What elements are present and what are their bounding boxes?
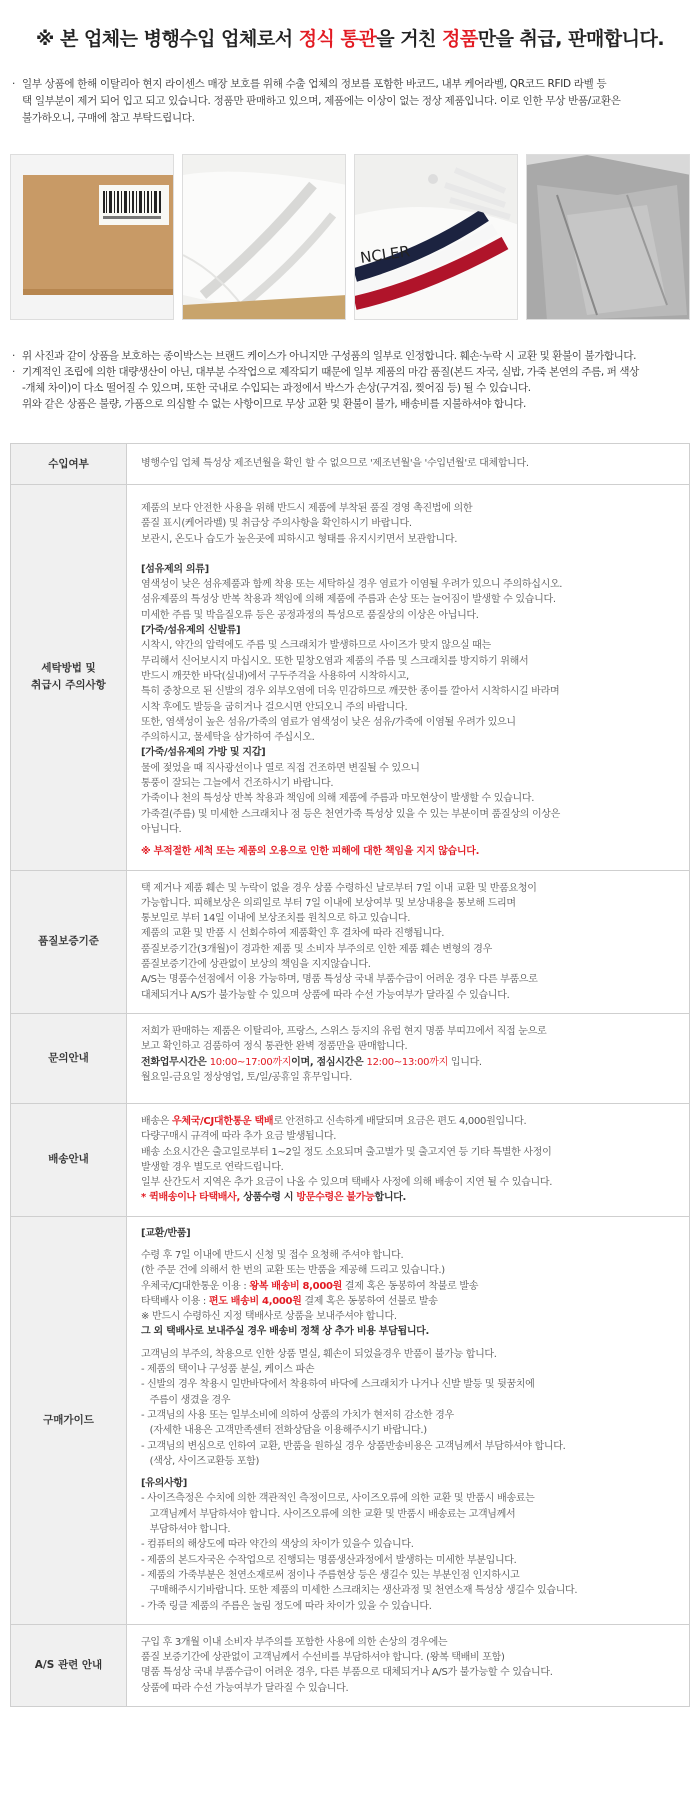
as-label: A/S 관련 안내 bbox=[11, 1624, 127, 1706]
care-label: 세탁방법 및 취급시 주의사항 bbox=[11, 485, 127, 871]
packaging-notice: · 위 사진과 같이 상품을 보호하는 종이박스는 브랜드 케이스가 아니지만 구성품의 일부로 인정합니다. 훼손·누락 시 교환 및 환불이 불가합니다. · 기계적인 조립에 의한 대량생산이 아닌, 대부분 수작업으로 제작되기 때문에 일부 제품의 마감 품질(본드 자국, 실밥, 가죽 본연의 주름, 퍼 색상 -개체 차이)이 다소 떨어질 수 있으며, 또한 국내로 수입되는 과정에서 박스가 손상(구겨짐, 찢어짐 등) 될 수 있습니다. 위와 같은 상품은 불량, 가품으로 의심할 수 없는 사항이므로 무상 교환 및 환불이 불가, 배송비를 지불하셔야 합니다. bbox=[12, 350, 639, 410]
import-label: 수입여부 bbox=[11, 444, 127, 485]
guide-label: 구매가이드 bbox=[11, 1216, 127, 1624]
quality-label: 품질보증기준 bbox=[11, 870, 127, 1013]
row-as bbox=[11, 1624, 690, 1706]
row-import bbox=[11, 444, 690, 485]
row-inquiry bbox=[11, 1013, 690, 1103]
row-delivery bbox=[11, 1103, 690, 1216]
row-quality bbox=[11, 870, 690, 1013]
inquiry-content: 저희가 판매하는 제품은 이탈리아, 프랑스, 스위스 등지의 유럽 현지 명품 부띠끄에서 직접 눈으로 보고 확인하고 검품하여 정식 통관한 완벽 정품만을 판매합니다. 전화업무시간은 10:00~17:00까지이며, 점심시간은 12:00~13:00까지 입니다. 월요일-금요일 정상영업, 토/일/공휴일 휴무입니다. bbox=[127, 1013, 690, 1103]
guide-content: [교환/반품] 수령 후 7일 이내에 반드시 신청 및 접수 요청해 주셔야 합니다. (한 주문 건에 의해서 한 번의 교환 또는 반품을 제공해 드리고 있습니다.) 우체국/CJ대한통운 이용 : 왕복 배송비 8,000원 결제 혹은 동봉하여 착불로 발송 타택배사 이용 : 편도 배송비 4,000원 결제 혹은 동봉하여 선불로 발송 ※ 반드시 수령하신 지정 택배사로 상품을 보내주셔야 합니다. 그 외 택배사로 보내주실 경우 배송비 정책 상 추가 비용 부담됩니다. 고객님의 부주의, 착용으로 인한 상품 멸실, 훼손이 되었을경우 반품이 불가능 합니다. - 제품의 택이나 구성품 분실, 케이스 파손 - 신발의 경우 착용시 일반바닥에서 착용하여 바닥에 스크래치가 나거나 신발 발등 및 뒷꿈치에 주름이 생겼을 경우 - 고객님의 사용 또는 일부소비에 의하여 상품의 가치가 현저히 감소한 경우 (자세한 내용은 고객만족센터 전화상담을 이용해주시기 바랍니다.) - 고객님의 변심으로 인하여 교환, 반품을 원하실 경우 상품반송비용은 고객님께서 부담하셔야 합니다. (색상, 사이즈교환등 포함) [유의사항] - 사이즈측정은 수치에 의한 객관적인 측정이므로, 사이즈오류에 의한 교환 및 반품시 배송료는 고객님께서 부담하셔야 합니다. 사이즈오류에 의한 교환 및 반품시 배송료는 고객님께서 부담하셔야 합니다. - 컴퓨터의 해상도에 따라 약간의 색상의 차이가 있을수 있습니다. - 제품의 본드자국은 수작업으로 진행되는 명품생산과정에서 발생하는 미세한 부분입니다. - 제품의 가죽부분은 천연소재로써 점이나 주름현상 등은 생길수 있는 부분인점 인지하시고 구매해주시기바랍니다. 또한 제품의 미세한 스크래치는 생산과정 및 천연소재 특성상 생길수 있습니다. - 가죽 링클 제품의 주름은 눌림 정도에 따라 차이가 있을 수 있습니다. bbox=[127, 1216, 690, 1624]
care-warning: ※ 부적절한 세척 또는 제품의 오용으로 인한 피해에 대한 책임을 지지 않습니다. bbox=[141, 846, 480, 858]
care-content: 제품의 보다 안전한 사용을 위해 반드시 제품에 부착된 품질 경영 촉진법에 의한 품질 표시(케어라벨) 및 취급상 주의사항을 확인하시기 바랍니다. 보관시, 온도나 습도가 높은곳에 피하시고 형태를 유지시키면서 보관합니다. [섬유제의 의류] 염색성이 낮은 섬유제품과 함께 착용 또는 세탁하실 경우 염료가 이염될 우려가 있으니 주의하십시오. 섬유제품의 특성상 반복 착용과 책임에 의해 제품에 주름과 손상 또는 늘어짐이 발생할 수 있습니다. 미세한 주름 및 박음질오류 등은 공정과정의 특성으로 품질상의 이상은 아닙니다. [가죽/섬유제의 신발류] 시착시, 약간의 압력에도 주름 및 스크래치가 발생하므로 사이즈가 맞지 않으실 때는 무리해서 신어보시지 마십시오. 또한 밑창오염과 제품의 주름 및 스크래치를 방지하기 위해서 반드시 깨끗한 바닥(실내)에서 구두주걱을 사용하여 시착하시고, 특히 중창으로 된 신발의 경우 외부오염에 더욱 민감하므로 깨끗한 종이를 깔아서 시착하시길 바라며 시착 후에도 발등을 굽히거나 걸으시면 안되오니 주의 바랍니다. 또한, 염색성이 높은 섬유/가죽의 염료가 염색성이 낮은 섬유/가죽에 이염될 우려가 있으니 주의하시고, 물세탁을 삼가하여 주십시오. [가죽/섬유제의 가방 및 지갑] 물에 젖었을 때 직사광선이나 열로 직접 건조하면 변질될 수 있으니 통풍이 잘되는 그늘에서 건조하시기 바랍니다. 가죽이나 천의 특성상 반복 착용과 책임에 의해 제품에 주름과 마모현상이 발생할 수 있습니다. 가죽결(주름) 및 미세한 스크래치나 점 등은 천연가죽 특성상 있을 수 있는 부분이며 품질상의 이상은 아닙니다. ※ 부적절한 세척 또는 제품의 오용으로 인한 피해에 대한 책임을 지지 않습니다. bbox=[127, 485, 690, 871]
import-content: 병행수입 업체 특성상 제조년월을 확인 할 수 없으므로 '제조년월'을 '수입년월'로 대체합니다. bbox=[127, 444, 690, 485]
moncler-shoe-photo bbox=[354, 154, 518, 320]
delivery-content: 배송은 우체국/CJ대한통운 택배로 안전하고 신속하게 배달되며 요금은 편도 4,000원입니다. 다량구매시 규격에 따라 추가 요금 발생됩니다. 배송 소요시간은 출고일로부터 1~2일 정도 소요되며 출고별가 및 출고지연 등 기타 특별한 사정이 발생할 경우 별도로 연락드립니다. 일부 산간도서 지역은 추가 요금이 나올 수 있으며 택배사 사정에 의해 배송이 지연 될 수 있습니다. * 퀵배송이나 타택배사, 상품수령 시 방문수령은 불가능합니다. bbox=[127, 1103, 690, 1216]
white-shoe-photo bbox=[182, 154, 346, 320]
quality-content: 택 제거나 제품 훼손 및 누락이 없을 경우 상품 수령하신 날로부터 7일 이내 교환 및 반품요청이 가능합니다. 피해보상은 의뢰일로 부터 7일 이내에 보상여부 및 보상내용을 통보해 드리며 통보일로 부터 14일 이내에 보상조치를 원칙으로 하고 있습니다. 제품의 교환 및 반품 시 선회수하여 제품확인 후 결차에 따라 진행됩니다. 품질보증기간(3개월)이 경과한 제품 및 소비자 부주의로 인한 제품 훼손 변형의 경우 품질보증기간에 상관없이 보상의 책임을 지지않습니다. A/S는 명품수선점에서 이용 가능하며, 명품 특성상 국내 부품수급이 어려운 경우 다른 부품으로 대체되거나 A/S가 불가능할 수 있으며 상품에 따라 수선 가능여부가 달라질 수 있습니다. bbox=[127, 870, 690, 1013]
tag-removal-notice: · 일부 상품에 한해 이탈리아 현지 라이센스 매장 보호를 위해 수출 업체의 정보를 포함한 바코드, 내부 케어라벨, QR코드 RFID 라벨 등 택 일부분이 제거 되어 입고 되고 있습니다. 정품만 판매하고 있으며, 제품에는 이상이 없는 정상 제품입니다. 이로 인한 무상 반품/교환은 불가하오니, 구매에 참고 부탁드립니다. bbox=[12, 78, 621, 124]
page-title: ※ 본 업체는 병행수입 업체로서 정식 통관을 거친 정품만을 취급, 판매합니다. bbox=[35, 28, 665, 50]
damaged-box-photo bbox=[526, 154, 690, 320]
inquiry-label: 문의안내 bbox=[11, 1013, 127, 1103]
info-table bbox=[10, 443, 690, 1707]
as-content: 구입 후 3개월 이내 소비자 부주의를 포함한 사용에 의한 손상의 경우에는 품질 보증기간에 상관없이 고객님께서 수선비를 부담하셔야 합니다. (왕복 택배비 포함) 명품 특성상 국내 부품수급이 어려운 경우, 다른 부품으로 대체되거나 A/S가 불가능할 수 있습니다. 상품에 따라 수선 가능여부가 달라질 수 있습니다. bbox=[127, 1624, 690, 1706]
box-barcode-photo bbox=[10, 154, 174, 320]
delivery-label: 배송안내 bbox=[11, 1103, 127, 1216]
moncler-logo: NCLER bbox=[359, 242, 412, 267]
row-guide bbox=[11, 1216, 690, 1624]
row-care bbox=[11, 485, 690, 871]
product-photo-strip bbox=[10, 154, 690, 320]
